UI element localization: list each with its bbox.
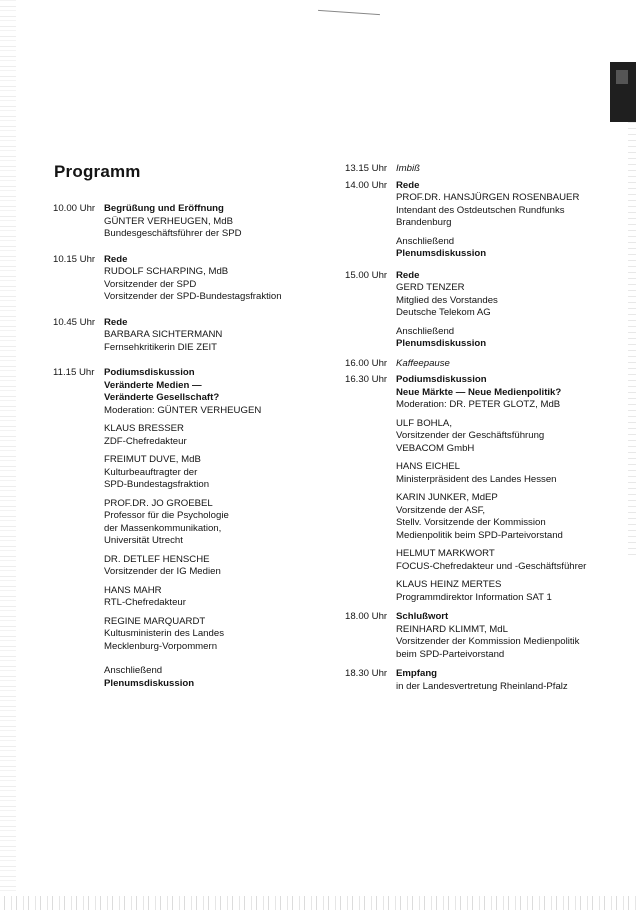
entry-time: 11.15 Uhr (53, 367, 95, 378)
entry-heading: Rede (104, 253, 128, 265)
program-entry (345, 358, 620, 371)
speaker-role: beim SPD-Parteivorstand (396, 648, 505, 660)
panelist-name: HANS EICHEL (396, 461, 460, 472)
speaker-role: Brandenburg (396, 217, 452, 228)
panelist-role: Vorsitzende der ASF, (396, 504, 486, 516)
panelist-name: DR. DETLEF HENSCHE (104, 553, 210, 565)
speaker-role: Intendant des Ostdeutschen Rundfunks (396, 204, 565, 216)
scan-edge-right (628, 60, 636, 560)
panelist (104, 554, 323, 579)
speaker-name: BARBARA SICHTERMANN (104, 329, 223, 340)
program-column-left (53, 203, 323, 690)
panelist-role: Ministerpräsident des Landes Hessen (396, 473, 557, 485)
panelist-role: Mecklenburg-Vorpommern (104, 640, 218, 652)
entry-time: 15.00 Uhr (345, 269, 388, 281)
panelist-role: Programmdirektor Information SAT 1 (396, 591, 552, 603)
speaker-role: Vorsitzender der SPD-Bundestagsfraktion (104, 291, 282, 302)
panelist-role: Kultusministerin des Landes (104, 628, 224, 639)
entry-time: 13.15 Uhr (345, 163, 388, 174)
panelist (396, 418, 620, 456)
speaker-name: PROF.DR. HANSJÜRGEN ROSENBAUER (396, 192, 580, 203)
panelist-name: KARIN JUNKER, MdEP (396, 492, 498, 503)
entry-time: 18.30 Uhr (345, 668, 388, 679)
speaker-role: Bundesgeschäftsführer der SPD (104, 228, 242, 239)
panelist (104, 454, 323, 492)
panelist-role: Vorsitzender der Geschäftsführung (396, 430, 545, 441)
speaker-name: REINHARD KLIMMT, MdL (396, 623, 508, 635)
page-title: Programm (54, 162, 141, 181)
panelist-name: HANS MAHR (104, 584, 162, 596)
panel-topic: Veränderte Medien — (104, 379, 202, 391)
program-entry (345, 163, 620, 176)
entry-time: 10.00 Uhr (53, 203, 96, 214)
panelist (396, 548, 620, 573)
program-entry (53, 254, 323, 304)
speaker-role: Deutsche Telekom AG (396, 307, 491, 318)
panelist-role: SPD-Bundestagsfraktion (104, 479, 210, 490)
panelist-role: Vorsitzender der IG Medien (104, 566, 221, 577)
followup-label: Anschließend (396, 235, 455, 247)
scan-edge-left (0, 0, 16, 910)
program-entry (345, 180, 620, 261)
followup (396, 236, 620, 261)
panelist-name: HELMUT MARKWORT (396, 548, 495, 559)
panelist-name: ULF BOHLA, (396, 417, 452, 429)
panelist (104, 498, 323, 548)
scan-edge-bottom (0, 896, 636, 910)
panelist-role: Professor für die Psychologie (104, 510, 229, 521)
followup-heading: Plenumsdiskussion (396, 338, 487, 349)
panelist-role: ZDF-Chefredakteur (104, 435, 187, 447)
panelist-role: FOCUS-Chefredakteur und -Geschäftsführer (396, 560, 587, 572)
moderation: Moderation: GÜNTER VERHEUGEN (104, 404, 262, 416)
entry-heading: Imbiß (396, 163, 420, 174)
followup-heading: Plenumsdiskussion (396, 248, 487, 259)
panelist (396, 461, 620, 486)
punch-mark (610, 62, 636, 122)
entry-heading: Kaffeepause (396, 357, 450, 369)
entry-heading: Empfang (396, 668, 438, 679)
panel-topic: Veränderte Gesellschaft? (104, 392, 220, 403)
program-entry (345, 374, 620, 604)
speaker-role: Vorsitzender der SPD (104, 278, 197, 290)
followup-label: Anschließend (396, 325, 455, 337)
panelist (104, 423, 323, 448)
panelist-role: RTL-Chefredakteur (104, 597, 186, 608)
program-entry (53, 317, 323, 355)
followup-heading: Plenumsdiskussion (104, 677, 195, 689)
entry-heading: Rede (396, 179, 420, 191)
entry-time: 14.00 Uhr (345, 179, 388, 191)
panelist (104, 585, 323, 610)
panelist-name: PROF.DR. JO GROEBEL (104, 497, 213, 509)
speaker-role: Fernsehkritikerin DIE ZEIT (104, 341, 218, 353)
entry-heading: Schlußwort (396, 611, 449, 622)
entry-heading: Podiumsdiskussion (104, 367, 195, 378)
panelist-name: FREIMUT DUVE, MdB (104, 454, 201, 465)
panelist (396, 492, 620, 542)
speaker-name: RUDOLF SCHARPING, MdB (104, 266, 229, 277)
followup (104, 665, 323, 690)
speaker-name: GERD TENZER (396, 282, 465, 293)
program-entry (53, 203, 323, 241)
panelist-role: Kulturbeauftragter der (104, 466, 198, 478)
panelist-name: KLAUS HEINZ MERTES (396, 579, 502, 590)
entry-time: 18.00 Uhr (345, 611, 388, 622)
speaker-name: GÜNTER VERHEUGEN, MdB (104, 215, 234, 227)
panelist (104, 616, 323, 654)
followup-label: Anschließend (104, 665, 163, 676)
speaker-role: Vorsitzender der Kommission Medienpolitik (396, 636, 580, 647)
panelist-name: KLAUS BRESSER (104, 423, 184, 434)
entry-heading: Podiumsdiskussion (396, 374, 487, 385)
entry-time: 10.15 Uhr (53, 253, 96, 265)
panelist-role: VEBACOM GmbH (396, 442, 475, 454)
followup (396, 326, 620, 351)
panelist-role: der Massenkommunikation, (104, 522, 222, 534)
entry-heading: Begrüßung und Eröffnung (104, 203, 224, 214)
entry-time: 10.45 Uhr (53, 316, 96, 328)
program-entry (345, 611, 620, 661)
entry-heading: Rede (396, 269, 420, 281)
program-entry (345, 668, 620, 693)
panel-topic: Neue Märkte — Neue Medienpolitik? (396, 386, 562, 398)
panelist-role: Medienpolitik beim SPD-Parteivorstand (396, 529, 563, 541)
program-column-right (345, 163, 620, 693)
entry-heading: Rede (104, 316, 128, 328)
panelist-name: REGINE MARQUARDT (104, 615, 206, 627)
program-entry (53, 367, 323, 690)
moderation: Moderation: DR. PETER GLOTZ, MdB (396, 399, 561, 410)
panelist-role: Universität Utrecht (104, 535, 183, 546)
program-entry (345, 270, 620, 351)
scan-artifact-line (318, 10, 380, 15)
entry-time: 16.30 Uhr (345, 374, 388, 385)
panelist (396, 579, 620, 604)
venue: in der Landesvertretung Rheinland-Pfalz (396, 680, 568, 692)
panelist-role: Stellv. Vorsitzende der Kommission (396, 517, 546, 528)
speaker-role: Mitglied des Vorstandes (396, 294, 498, 306)
entry-time: 16.00 Uhr (345, 357, 388, 369)
